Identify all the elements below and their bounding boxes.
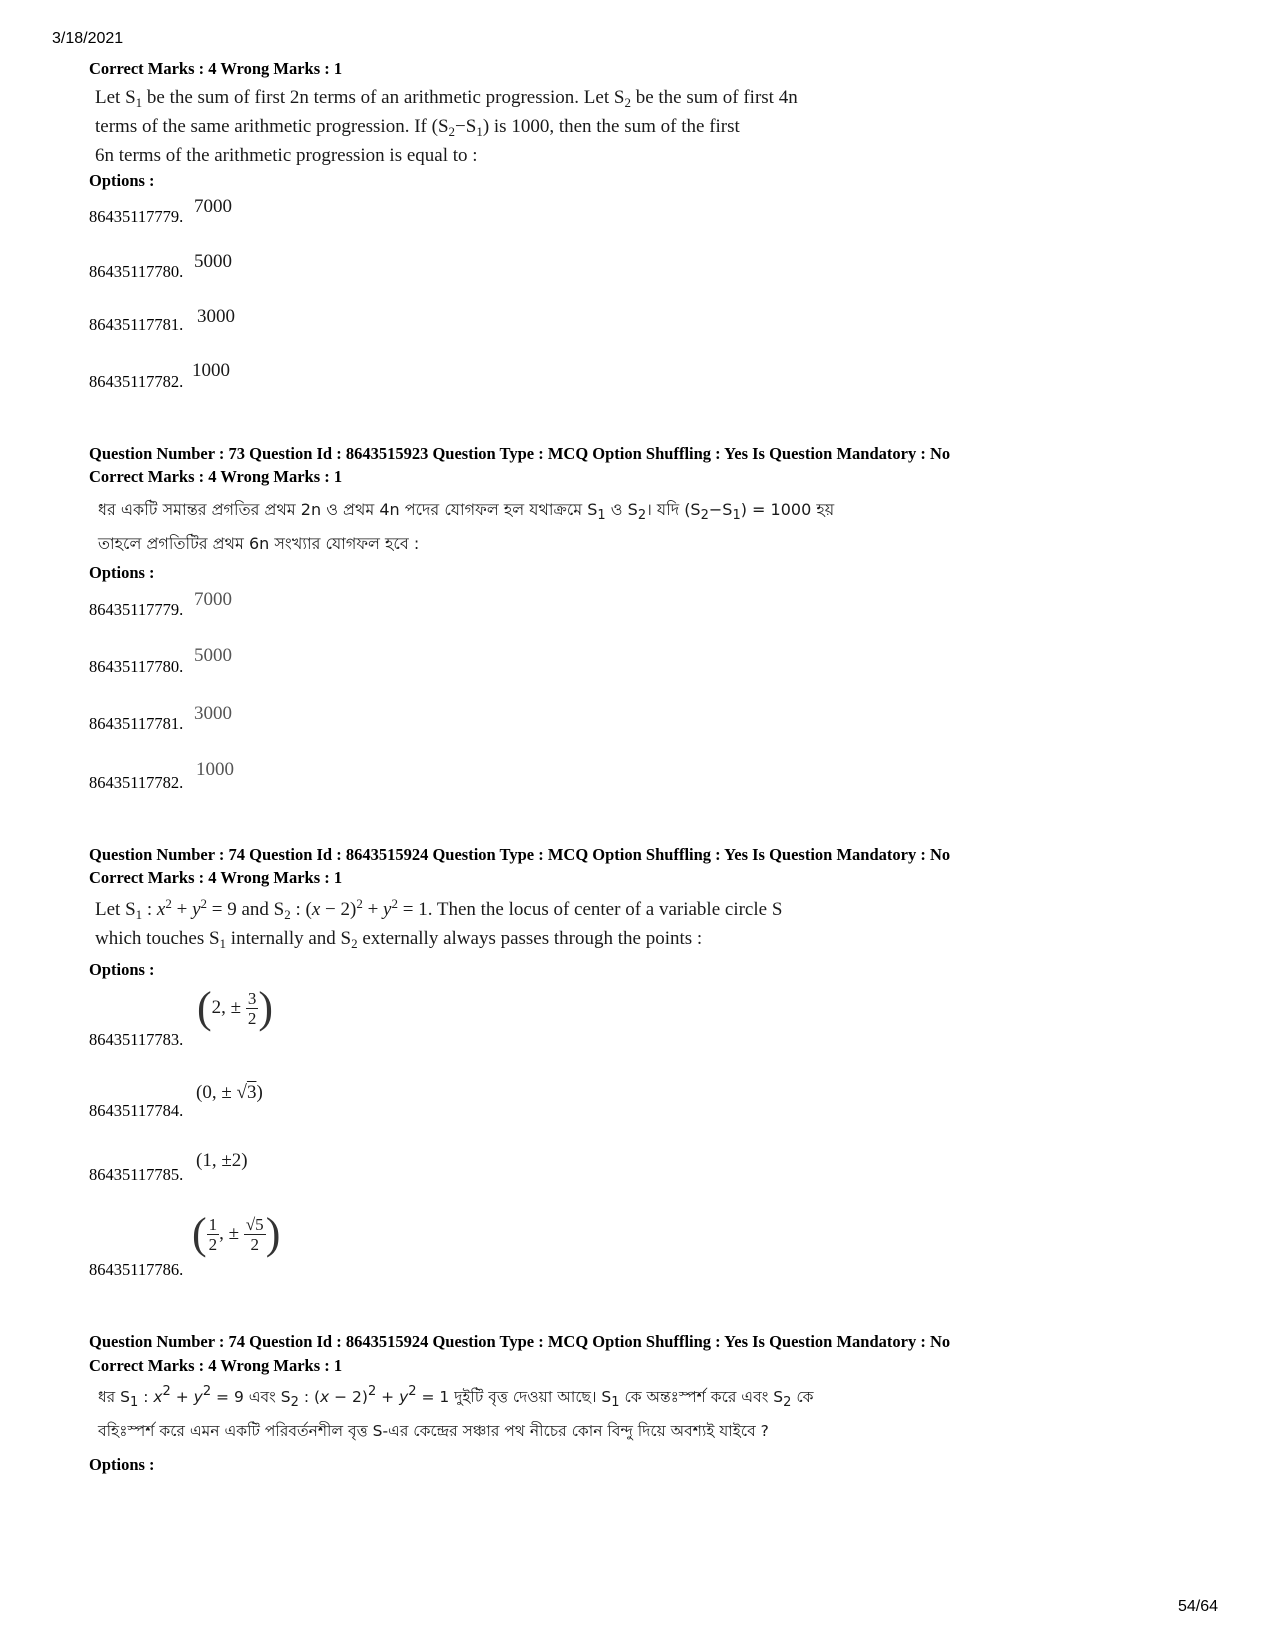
question-text-bn xyxy=(98,1380,814,1448)
question-header: Question Number : 73 Question Id : 8643515923 Question Type : MCQ Option Shuffling : Yes Is Question Mandatory : No xyxy=(89,444,951,463)
option-id: 86435117784. xyxy=(89,1101,184,1120)
option-id: 86435117779. xyxy=(89,600,184,619)
option-value: 3000 xyxy=(194,703,232,724)
option-id: 86435117782. xyxy=(89,773,184,792)
option-id: 86435117786. xyxy=(89,1260,184,1279)
option-id: 86435117783. xyxy=(89,1030,184,1049)
option-id: 86435117785. xyxy=(89,1165,184,1184)
question-header: Question Number : 74 Question Id : 8643515924 Question Type : MCQ Option Shuffling : Yes Is Question Mandatory : No xyxy=(89,1332,951,1351)
options-label: Options : xyxy=(89,563,155,582)
question-marks: Correct Marks : 4 Wrong Marks : 1 xyxy=(89,59,343,78)
option-value: 7000 xyxy=(194,589,232,610)
option-value: 7000 xyxy=(194,196,232,217)
option-id: 86435117779. xyxy=(89,207,184,226)
question-line: ধর $S_1$ : $x^2 + y^2 = 9$ এবং $S_2$ : $(x - 2)^2 + y^2 = 1$ দুইটি বৃত্ত দেওয়া আছে। $S_1$ কে অন্তঃস্পর্শ করে এবং $S_2$ কে xyxy=(98,1384,814,1410)
page-number: 54/64 xyxy=(1178,1598,1219,1615)
question-line: terms of the same arithmetic progression. If $(S_2-S_1)$ is 1000, then the sum of the first xyxy=(95,116,740,139)
option-value: 1000 xyxy=(196,759,234,780)
question-marks: Correct Marks : 4 Wrong Marks : 1 xyxy=(89,1356,343,1375)
options-label: Options : xyxy=(89,1455,155,1474)
option-id: 86435117781. xyxy=(89,714,184,733)
option-value: 5000 xyxy=(194,251,232,272)
option-value: ( $\frac{1}{2}$ , ± $\frac{√5}{2}$ ) xyxy=(192,1209,281,1258)
option-id: 86435117780. xyxy=(89,657,184,676)
question-line: which touches $S_1$ internally and $S_2$ externally always passes through the points : xyxy=(95,928,703,951)
option-value: 3000 xyxy=(197,306,235,327)
question-line: Let $S_1$ be the sum of first 2n terms of an arithmetic progression. Let $S_2$ be the sum of first 4n xyxy=(95,87,798,110)
option-value: 5000 xyxy=(194,645,232,666)
options-label: Options : xyxy=(89,960,155,979)
question-line: ধর একটি সমান্তর প্রগতির প্রথম 2n ও প্রথম 4n পদের যোগফল হল যথাক্রমে $S_1$ ও $S_2।$ যদি $(S_2-S_1) = 1000$ হয় xyxy=(98,500,835,523)
question-line: 6n terms of the arithmetic progression is equal to : xyxy=(95,145,478,166)
option-id: 86435117780. xyxy=(89,262,184,281)
options-label: Options : xyxy=(89,171,155,190)
option-id: 86435117782. xyxy=(89,372,184,391)
question-marks: Correct Marks : 4 Wrong Marks : 1 xyxy=(89,868,343,887)
print-date: 3/18/2021 xyxy=(52,30,124,47)
question-line: বহিঃস্পর্শ করে এমন একটি পরিবর্তনশীল বৃত্ত S-এর কেন্দ্রের সঞ্চার পথ নীচের কোন বিন্দু দিয়ে অবশ্যই যাইবে ? xyxy=(98,1422,769,1440)
question-marks: Correct Marks : 4 Wrong Marks : 1 xyxy=(89,467,343,486)
question-line: তাহলে প্রগতিটির প্রথম 6n সংখ্যার যোগফল হবে : xyxy=(98,534,420,553)
question-header: Question Number : 74 Question Id : 8643515924 Question Type : MCQ Option Shuffling : Yes Is Question Mandatory : No xyxy=(89,845,951,864)
question-text-en xyxy=(95,895,782,953)
option-value: (1, ±2) xyxy=(196,1150,248,1171)
option-value: 1000 xyxy=(192,360,230,381)
question-text-bn xyxy=(98,493,834,561)
option-value: (2, ± $\frac{3}{2}$ ) xyxy=(197,983,273,1032)
question-text-en xyxy=(95,83,798,170)
question-line: Let $S_1$ : $x^2 + y^2 = 9$ and $S_2$ : $(x - 2)^2 + y^2 = 1$. Then the locus of center of a variable circle S xyxy=(95,896,783,922)
option-id: 86435117781. xyxy=(89,315,184,334)
option-value: (0, ± √3) xyxy=(196,1082,263,1103)
